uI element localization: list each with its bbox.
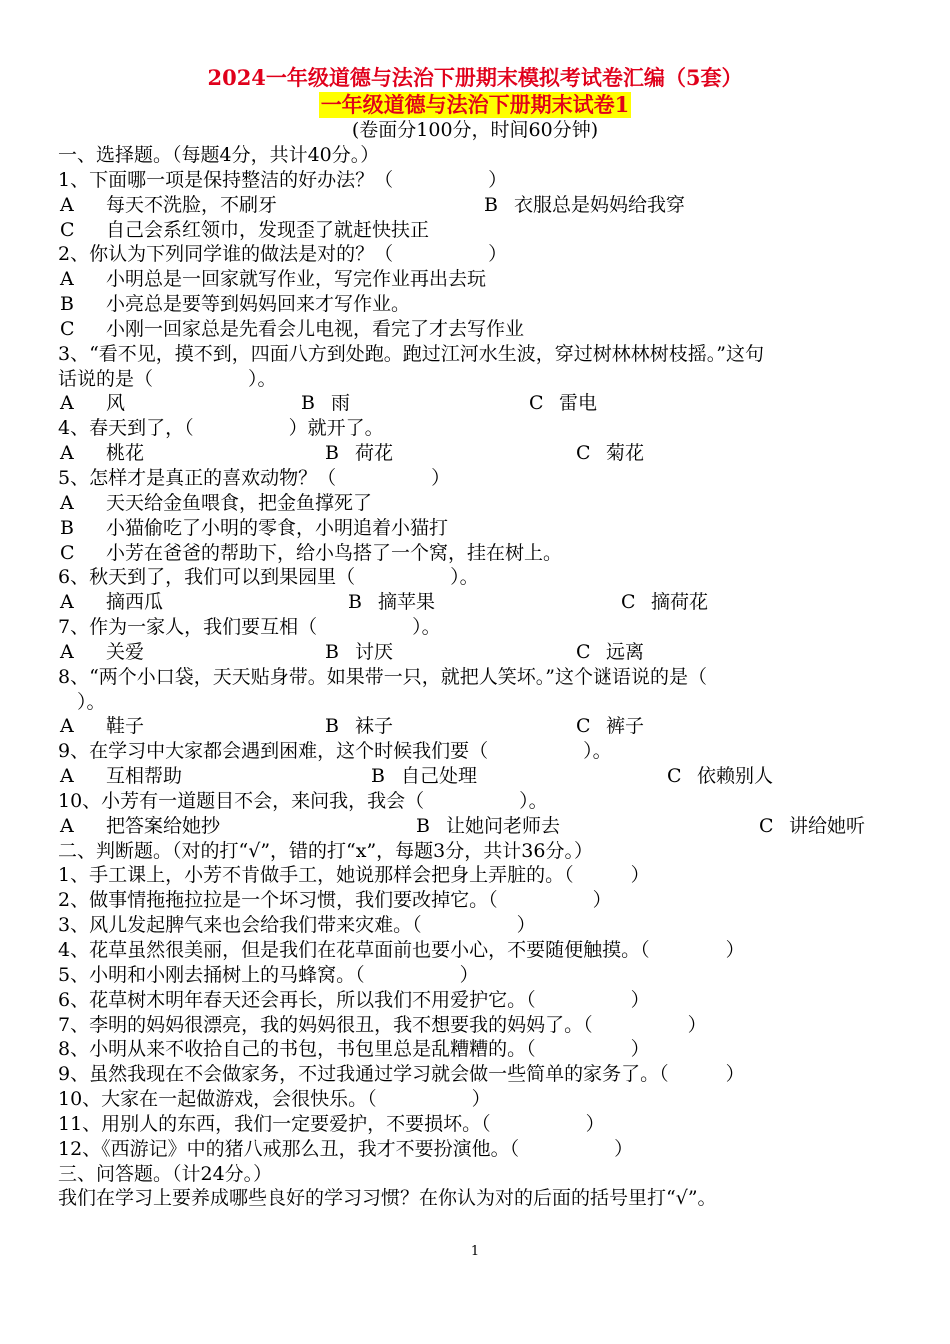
option-c: C 雷电	[529, 392, 598, 415]
judgment-item: 12、《西游记》中的猪八戒那么丑，我才不要扮演他。（ ）	[58, 1137, 634, 1160]
question-7-options	[58, 640, 898, 665]
section2-heading: 二、判断题。（对的打“√”，错的打“x”，每题3分，共计36分。）	[58, 839, 593, 862]
judgment-item: 4、花草虽然很美丽，但是我们在花草面前也要小心，不要随便触摸。（ ）	[58, 939, 745, 961]
question-10-options	[58, 814, 898, 839]
question-8-line1: 8、“两个小口袋，天天贴身带。如果带一只，就把人笑坏。”这个谜语说的是（	[58, 665, 708, 688]
option-b: B 让她问老师去	[416, 814, 561, 837]
option-c: C 裤子	[576, 715, 645, 738]
question-2-option-a-row	[58, 267, 898, 292]
question-6: 6、秋天到了，我们可以到果园里（ ）。	[58, 566, 479, 589]
question-4: 4、春天到了，（ ）就开了。	[58, 417, 384, 440]
option-b: B 讨厌	[325, 640, 394, 663]
question-4-options	[58, 441, 898, 466]
option-a: A 把答案给她抄	[60, 814, 221, 837]
option-a: A 天天给金鱼喂食，把金鱼撑死了	[60, 491, 373, 514]
judgment-item: 8、小明从来不收拾自己的书包，书包里总是乱糟糟的。（ ）	[58, 1038, 650, 1061]
question-3-line1: 3、“看不见，摸不到，四面八方到处跑。跑过江河水生波，穿过树林林树枝摇。”这句	[58, 342, 765, 365]
option-a: A 风	[60, 392, 126, 415]
question-8-line2: ）。	[58, 690, 106, 713]
question-5: 5、怎样才是真正的喜欢动物？（ ）	[58, 466, 451, 489]
option-b: B 小亮总是要等到妈妈回来才写作业。	[60, 293, 411, 316]
question-9-options	[58, 764, 898, 789]
subtitle-wrap	[0, 92, 950, 118]
judgment-item: 7、李明的妈妈很漂亮，我的妈妈很丑，我不想要我的妈妈了。（ ）	[58, 1013, 707, 1036]
option-c: C 摘荷花	[621, 591, 709, 614]
question-3-line2: 话说的是（ ）。	[58, 367, 277, 390]
question-2-option-c-row	[58, 317, 898, 342]
option-b: B 荷花	[325, 442, 394, 465]
question-8-options	[58, 714, 898, 739]
judgment-item: 9、虽然我现在不会做家务，不过我通过学习就会做一些简单的家务了。（ ）	[58, 1063, 745, 1086]
option-c: C 讲给她听	[759, 814, 866, 837]
judgment-item: 2、做事情拖拖拉拉是一个坏习惯，我们要改掉它。（ ）	[58, 889, 612, 912]
option-c: C 依赖别人	[667, 765, 774, 788]
option-a: A 鞋子	[60, 715, 145, 738]
option-c: C 菊花	[576, 442, 645, 465]
question-7: 7、作为一家人，我们要互相（ ）。	[58, 616, 441, 639]
question-1: 1、下面哪一项是保持整洁的好办法？（ ）	[58, 168, 508, 191]
main-title: 2024一年级道德与法治下册期末模拟考试卷汇编（5套）	[207, 65, 743, 90]
option-a: A 桃花	[60, 442, 145, 465]
question-5-option-a-row	[58, 491, 898, 516]
option-c: C 自己会系红领巾，发现歪了就赶快扶正	[60, 218, 430, 241]
question-2-option-b-row	[58, 292, 898, 317]
score-info: (卷面分100分，时间60分钟)	[351, 119, 599, 141]
option-c: C 远离	[576, 640, 645, 663]
exam-content	[58, 143, 898, 1211]
option-a: A 每天不洗脸，不刷牙	[60, 193, 278, 216]
option-a: A 互相帮助	[60, 765, 183, 788]
judgment-item: 1、手工课上，小芳不肯做手工，她说那样会把身上弄脏的。（ ）	[58, 864, 650, 887]
option-c: C 小芳在爸爸的帮助下，给小鸟搭了一个窝，挂在树上。	[60, 541, 563, 564]
subtitle: 一年级道德与法治下册期末试卷1	[320, 92, 630, 117]
question-5-option-c-row	[58, 541, 898, 566]
option-b: B 袜子	[325, 715, 394, 738]
judgment-item: 10、大家在一起做游戏，会很快乐。（ ）	[58, 1088, 491, 1111]
option-b: B 雨	[301, 392, 351, 415]
section1-heading: 一、选择题。（每题4分，共计40分。）	[58, 144, 380, 166]
option-b: B 摘苹果	[348, 591, 436, 614]
section3-heading: 三、问答题。（计24分。）	[58, 1162, 273, 1185]
option-c: C 小刚一回家总是先看会儿电视，看完了才去写作业	[60, 317, 525, 340]
page-number: 1	[470, 1244, 480, 1259]
question-9: 9、在学习中大家都会遇到困难，这个时候我们要（ ）。	[58, 740, 612, 763]
judgment-item: 11、用别人的东西，我们一定要爱护，不要损坏。（ ）	[58, 1112, 605, 1135]
question-3-options	[58, 391, 898, 416]
question-6-options	[58, 590, 898, 615]
section3-question: 我们在学习上要养成哪些良好的学习习惯？在你认为对的后面的括号里打“√”。	[58, 1187, 717, 1210]
judgment-item: 5、小明和小刚去捅树上的马蜂窝。（ ）	[58, 963, 479, 986]
option-a: A 小明总是一回家就写作业，写完作业再出去玩	[60, 268, 487, 291]
option-a: A 摘西瓜	[60, 591, 164, 614]
judgment-item: 3、风儿发起脾气来也会给我们带来灾难。（ ）	[58, 914, 536, 937]
question-2: 2、你认为下列同学谁的做法是对的？（ ）	[58, 243, 508, 266]
judgment-item: 6、花草树木明年春天还会再长，所以我们不用爱护它。（ ）	[58, 988, 650, 1011]
question-10: 10、小芳有一道题目不会，来问我，我会（ ）。	[58, 789, 548, 812]
option-b: B 自己处理	[371, 765, 478, 788]
option-b: B 衣服总是妈妈给我穿	[484, 193, 686, 216]
question-1-options-row1	[58, 193, 898, 218]
question-5-option-b-row	[58, 516, 898, 541]
question-1-options-row2	[58, 218, 898, 243]
option-a: A 关爱	[60, 640, 145, 663]
option-b: B 小猫偷吃了小明的零食，小明追着小猫打	[60, 516, 449, 539]
